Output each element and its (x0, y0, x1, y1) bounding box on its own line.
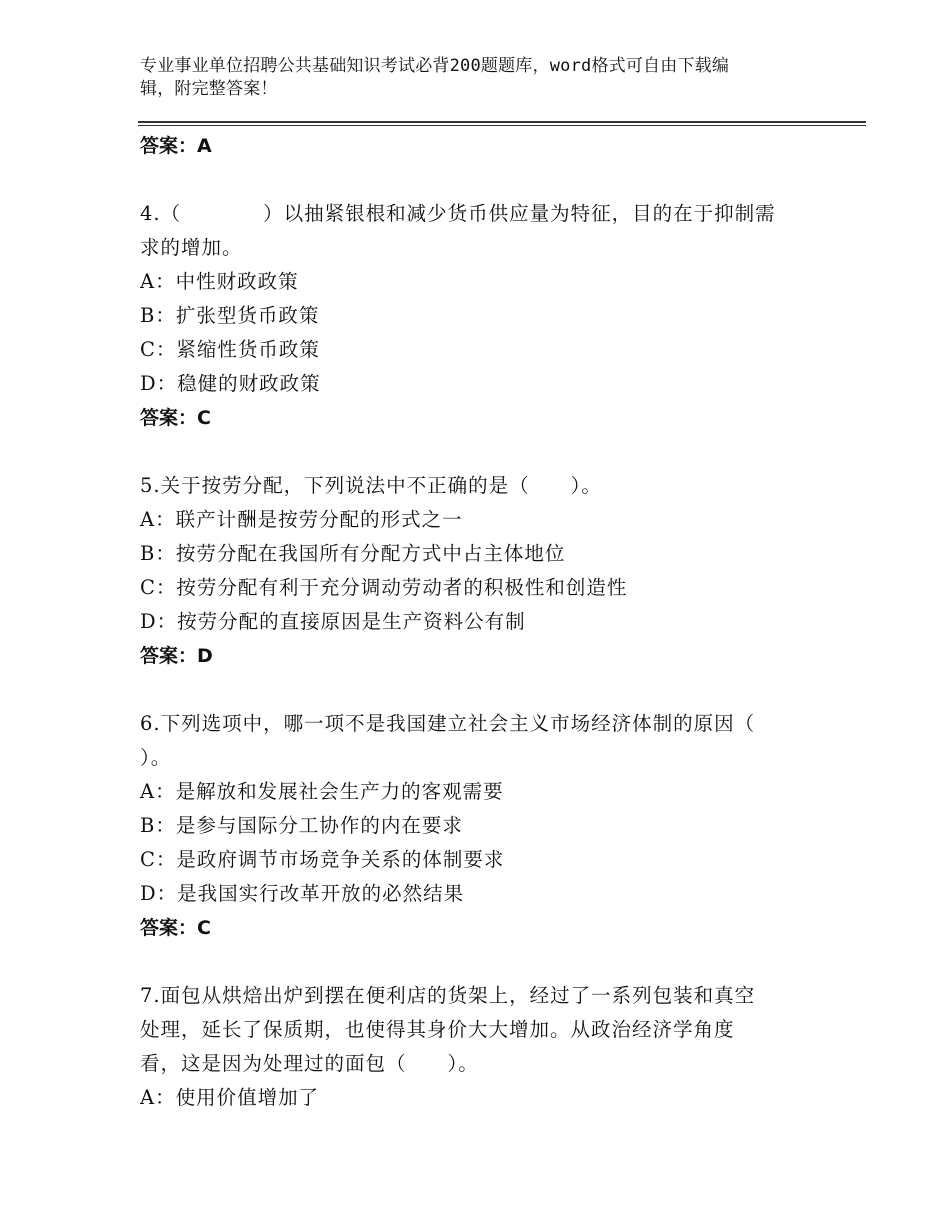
option-b: B：扩张型货币政策 (140, 304, 320, 327)
option-c: C：是政府调节市场竞争关系的体制要求 (140, 848, 505, 871)
stem-line: 7.面包从烘焙出炉到摆在便利店的货架上，经过了一系列包装和真空 (140, 984, 756, 1007)
stem-line: 4.（ ）以抽紧银根和减少货币供应量为特征，目的在于抑制需 (140, 202, 776, 225)
question-stem (140, 197, 810, 265)
answer-line: 答案：D (140, 645, 213, 667)
stem-line: 6.下列选项中，哪一项不是我国建立社会主义市场经济体制的原因（ (140, 712, 756, 735)
stem-line: 看，这是因为处理过的面包（ ）。 (140, 1052, 479, 1075)
stem-line: 5.关于按劳分配，下列说法中不正确的是（ ）。 (140, 474, 602, 497)
stem-line: ）。 (140, 746, 172, 769)
option-b: B：按劳分配在我国所有分配方式中占主体地位 (140, 542, 566, 565)
question-5 (140, 469, 810, 673)
document-header (140, 55, 800, 101)
option-c: C：按劳分配有利于充分调动劳动者的积极性和创造性 (140, 576, 628, 599)
question-list (140, 129, 810, 1115)
header-rule-thick (138, 121, 866, 123)
option-b: B：是参与国际分工协作的内在要求 (140, 814, 463, 837)
option-d: D：稳健的财政政策 (140, 372, 321, 395)
option-a: A：是解放和发展社会生产力的客观需要 (140, 780, 504, 803)
question-6 (140, 707, 810, 945)
option-c: C：紧缩性货币政策 (140, 338, 320, 361)
stem-line: 处理，延长了保质期，也使得其身价大大增加。从政治经济学角度 (140, 1018, 735, 1041)
question-4 (140, 197, 810, 435)
header-rule-thin (138, 125, 866, 126)
header-line-1: 专业事业单位招聘公共基础知识考试必背200题题库，word格式可自由下载编 (140, 56, 730, 76)
answer-line: 答案：A (140, 135, 212, 157)
question-7 (140, 979, 810, 1115)
option-a: A：联产计酬是按劳分配的形式之一 (140, 508, 463, 531)
stem-line: 求的增加。 (140, 236, 243, 259)
question-stem (140, 979, 810, 1081)
answer-line: 答案：C (140, 407, 211, 429)
option-a: A：使用价值增加了 (140, 1086, 320, 1109)
question-stem (140, 707, 810, 775)
header-line-2: 辑，附完整答案！ (140, 79, 278, 99)
option-d: D：按劳分配的直接原因是生产资料公有制 (140, 610, 526, 633)
answer-line: 答案：C (140, 917, 211, 939)
option-a: A：中性财政政策 (140, 270, 299, 293)
option-d: D：是我国实行改革开放的必然结果 (140, 882, 465, 905)
question-stem (140, 469, 810, 503)
